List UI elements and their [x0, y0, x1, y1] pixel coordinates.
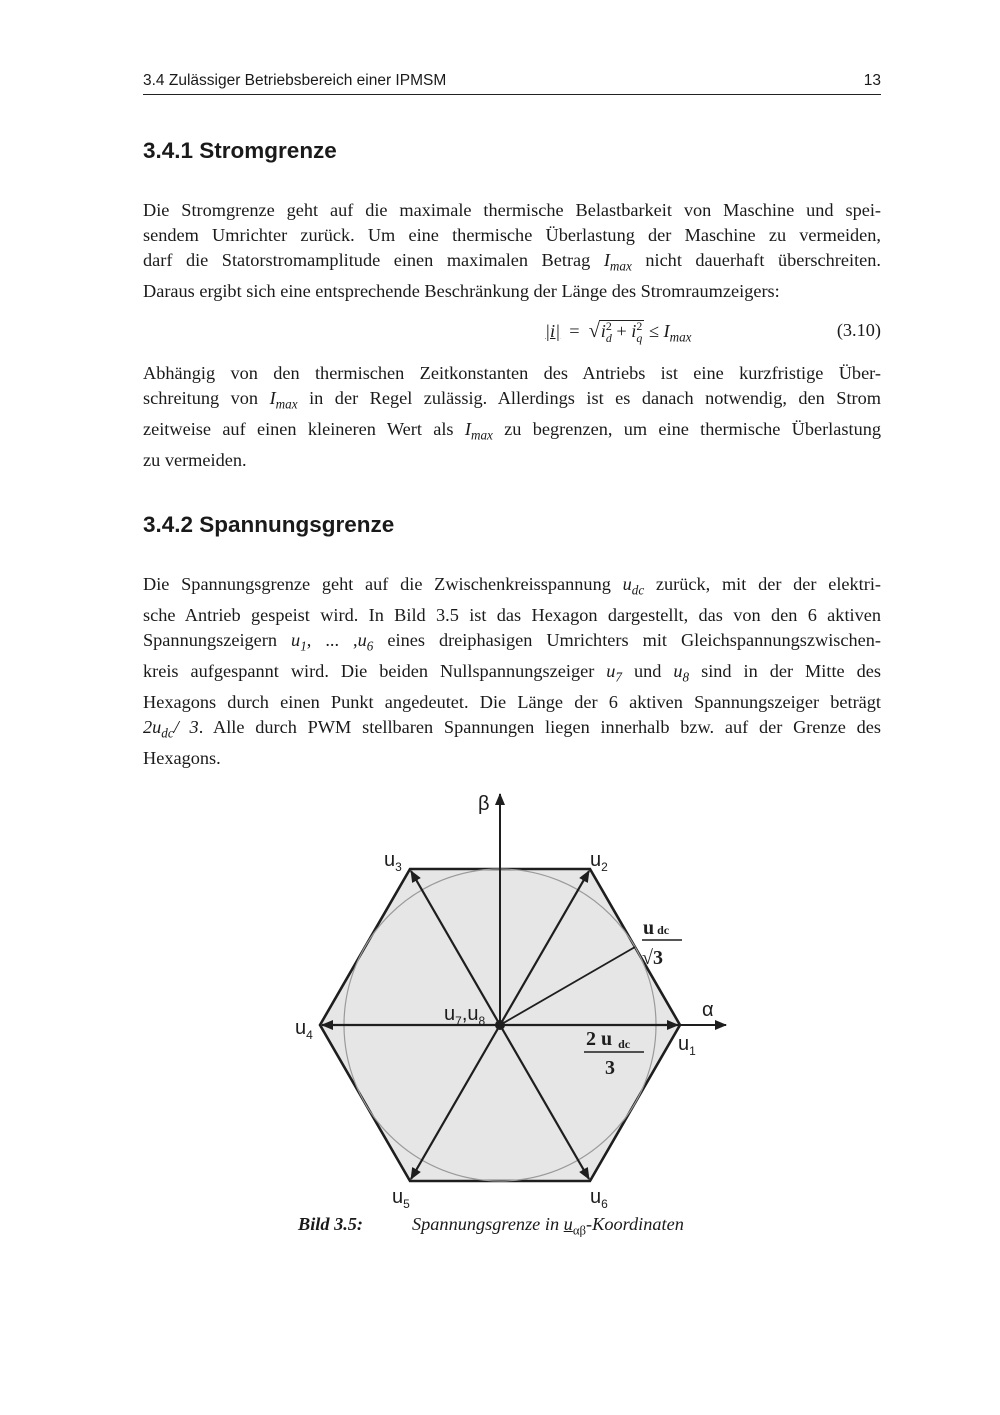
- radius-label: [642, 917, 682, 969]
- text-line: zu vermeiden.: [143, 449, 247, 470]
- beta-label: β: [478, 793, 490, 815]
- running-title: 3.4 Zulässiger Betriebsbereich einer IPMSM: [143, 72, 447, 89]
- text-line: Hexagons durch einen Punkt angedeutet. Die Länge der 6 aktiven Spannungszeiger beträgt: [143, 691, 881, 712]
- paragraph-stromgrenze-1: [143, 198, 881, 304]
- udc-fraction: $2u_{dc}/$ 3: [143, 716, 199, 741]
- text-line: Spannungszeigern $u_1$, ... $,u_6$ eines dreiphasigen Umrichters mit Gleichspannungszwischen-: [143, 630, 882, 654]
- u2-label: $u_2$: [590, 849, 608, 874]
- u3-label: $u_3$: [384, 849, 402, 874]
- equation-formula: |i| = √i2 d + i2 $q \le I_{max}$: [545, 319, 692, 345]
- section-title-stromgrenze: 3.4.1 Stromgrenze: [143, 138, 337, 163]
- svg-text:3: 3: [605, 1057, 615, 1079]
- hexagon-figure: [280, 780, 740, 1210]
- alpha-label: α: [702, 999, 714, 1021]
- text-line: zeitweise auf einen kleineren Wert als $I_{max}$ zu begrenzen, um eine thermische Überlastung: [143, 419, 881, 443]
- section-title-spannungsgrenze: 3.4.2 Spannungsgrenze: [143, 512, 395, 537]
- zero-vectors-label: $u_7,u_8$: [444, 1003, 486, 1028]
- u1-symbol: $u_1$: [291, 630, 307, 654]
- text-line: darf die Statorstromamplitude einen maximalen Betrag $I_{max}$ nicht dauerhaft überschreiten.: [143, 250, 881, 275]
- imax-symbol: $I_{max}$: [464, 419, 493, 443]
- u7-symbol: $u_7$: [606, 660, 622, 685]
- paragraph-spannungsgrenze: [143, 572, 881, 771]
- text-line: Daraus ergibt sich eine entsprechende Beschränkung der Länge des Stromraumzeigers:: [143, 281, 780, 302]
- imax-symbol: $I_{max}$: [269, 388, 298, 412]
- text-line: Abhängig von den thermischen Zeitkonstanten des Antriebs ist eine kurzfristige Über-: [143, 363, 881, 383]
- u4-label: $u_4$: [295, 1017, 313, 1042]
- paragraph-stromgrenze-2: [143, 361, 881, 473]
- u1-label: $u_1$: [678, 1033, 696, 1058]
- text-line: Die Spannungsgrenze geht auf die Zwischenkreisspannung $u_{dc}$ zurück, mit der der elektri-: [143, 574, 882, 598]
- text-line: Hexagons.: [143, 747, 221, 768]
- imax-symbol: $I_{max}$: [603, 250, 632, 275]
- origin-point: [495, 1020, 505, 1030]
- svg-text:2 udc: 2 u dc: [586, 1028, 631, 1051]
- text-line: $2u_{dc}/$ 3. Alle durch PWM stellbaren Spannungen liegen innerhalb bzw. auf der Grenze des: [143, 716, 881, 741]
- page-number: 13: [863, 72, 881, 89]
- svg-text:√3: √3: [642, 947, 663, 969]
- u8-symbol: $u_8$: [673, 660, 690, 685]
- equation-number: (3.10): [836, 320, 881, 340]
- equation-3-10: [143, 316, 881, 350]
- u6-label: $u_6$: [590, 1186, 608, 1210]
- text-line: sendem Umrichter zurück. Um eine thermische Überlastung der Maschine zu vermeiden,: [143, 225, 881, 246]
- text-line: Die Stromgrenze geht auf die maximale thermische Belastbarkeit von Maschine und spei-: [143, 200, 881, 220]
- figure-caption-text: Spannungsgrenze in $u_{\alpha\beta}$-Koordinaten: [412, 1214, 684, 1238]
- svg-text:udc: udc: [643, 917, 670, 939]
- sqrt-expression: i2 d + i2 q: [600, 319, 643, 345]
- udc-symbol: $u_{dc}$: [622, 574, 645, 598]
- figure-caption-label: Bild 3.5:: [298, 1214, 364, 1234]
- u6-symbol: $u_6$: [357, 630, 374, 654]
- current-magnitude: |i|: [545, 321, 561, 342]
- running-header: [143, 70, 881, 95]
- u5-label: $u_5$: [392, 1186, 410, 1210]
- text-line: sche Antrieb gespeist wird. In Bild 3.5 ist das Hexagon dargestellt, das von den 6 aktiven: [143, 604, 881, 625]
- imax-symbol: $I_{max}$: [663, 321, 692, 345]
- text-line: schreitung von $I_{max}$ in der Regel zulässig. Allerdings ist es danach notwendig, den Strom: [143, 388, 881, 412]
- text-line: kreis aufgespannt wird. Die beiden Nullspannungszeiger $u_7$ und $u_8$ sind in der Mitte des: [143, 660, 881, 685]
